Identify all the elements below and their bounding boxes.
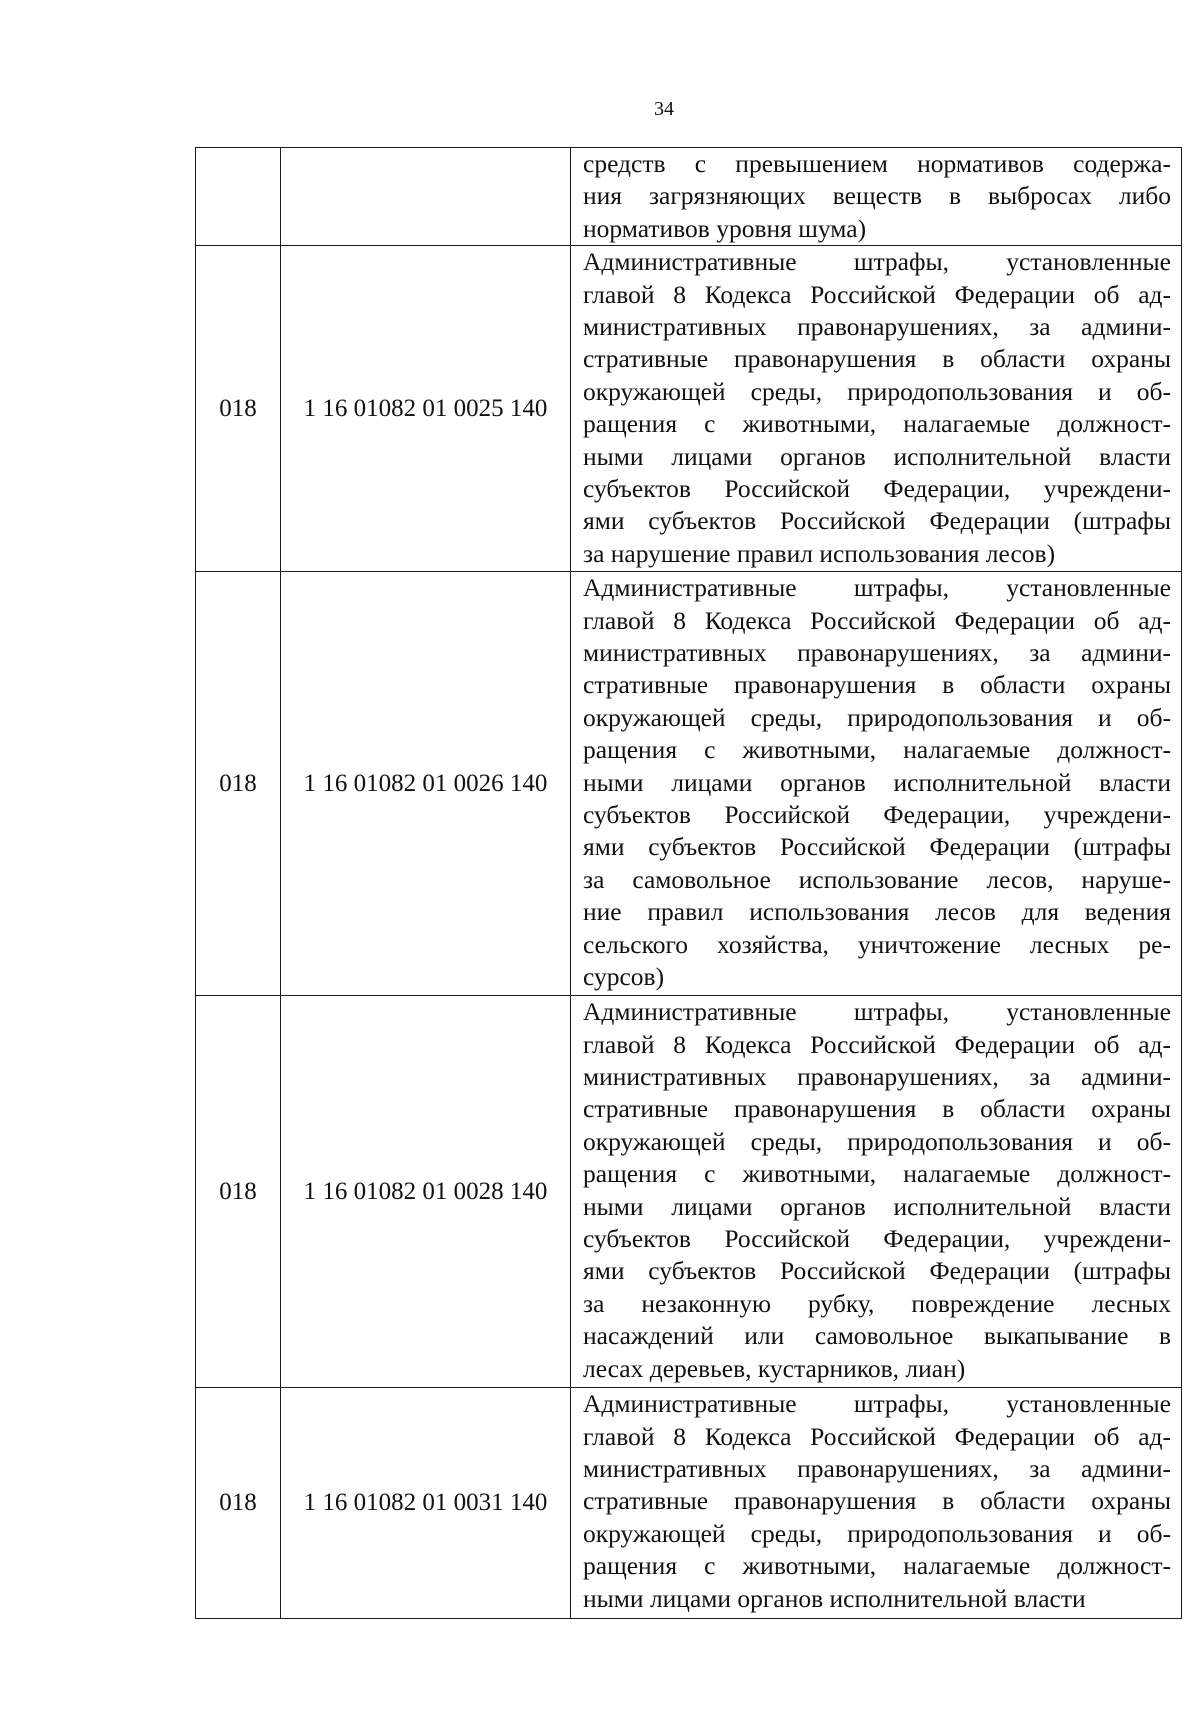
kbk-code-cell: 1 16 01082 01 0026 140: [281, 572, 571, 996]
table-row: [196, 246, 1182, 572]
admin-code-cell: 018: [196, 996, 281, 1388]
description-line: сельского хозяйства, уничтожение лесных ре-: [583, 929, 1171, 959]
kbk-code-cell: 1 16 01082 01 0028 140: [281, 996, 571, 1388]
description-line: окружающей среды, природопользования и об-: [583, 1518, 1171, 1548]
description-line: средств с превышением нормативов содержа-: [583, 149, 1171, 178]
admin-code-cell: 018: [196, 572, 281, 996]
kbk-code-cell: [281, 148, 571, 246]
budget-classification-table: [195, 147, 1182, 1619]
admin-code-cell: 018: [196, 246, 281, 572]
description-line: министративных правонарушениях, за админи-: [583, 1062, 1171, 1092]
description-line: ными лицами органов исполнительной власти: [583, 441, 1171, 471]
description-line: окружающей среды, природопользования и об-: [583, 1126, 1171, 1156]
description-cell: [571, 572, 1182, 996]
admin-code-cell: [196, 148, 281, 246]
description-line: насаждений или самовольное выкапывание в: [583, 1321, 1171, 1351]
description-line: стративные правонарушения в области охраны: [583, 1094, 1171, 1124]
table-body: [196, 148, 1182, 1619]
description-line: ями субъектов Российской Федерации (штрафы: [583, 506, 1171, 536]
description-line: Административные штрафы, установленные: [583, 247, 1171, 277]
description-line: главой 8 Кодекса Российской Федерации об ад-: [583, 605, 1171, 635]
description-line: ными лицами органов исполнительной власти: [583, 1191, 1171, 1221]
description-line: субъектов Российской Федерации, учреждени-: [583, 474, 1171, 504]
table-row: [196, 1388, 1182, 1619]
description-line: сурсов): [583, 962, 665, 992]
description-line: ращения с животными, налагаемые должност-: [583, 735, 1171, 765]
description-line: ращения с животными, налагаемые должност-: [583, 1551, 1171, 1581]
description-line: окружающей среды, природопользования и об-: [583, 376, 1171, 406]
description-line: ными лицами органов исполнительной власти: [583, 767, 1171, 797]
description-line: министративных правонарушениях, за админи-: [583, 638, 1171, 668]
description-line: нормативов уровня шума): [583, 213, 867, 243]
description-line: за самовольное использование лесов, наруше-: [583, 864, 1171, 894]
description-line: ния загрязняющих веществ в выбросах либо: [583, 181, 1171, 211]
description-line: окружающей среды, природопользования и об-: [583, 702, 1171, 732]
description-line: за нарушение правил использования лесов): [583, 538, 1056, 568]
description-line: стративные правонарушения в области охраны: [583, 1486, 1171, 1516]
description-line: за незаконную рубку, повреждение лесных: [583, 1288, 1171, 1318]
description-line: главой 8 Кодекса Российской Федерации об ад-: [583, 279, 1171, 309]
kbk-code-cell: 1 16 01082 01 0031 140: [281, 1388, 571, 1619]
description-cell: [571, 996, 1182, 1388]
description-line: ями субъектов Российской Федерации (штрафы: [583, 832, 1171, 862]
admin-code-cell: 018: [196, 1388, 281, 1619]
description-cell: [571, 246, 1182, 572]
description-line: главой 8 Кодекса Российской Федерации об ад-: [583, 1029, 1171, 1059]
description-line: министративных правонарушениях, за админи-: [583, 312, 1171, 342]
description-line: ными лицами органов исполнительной власти: [583, 1583, 1086, 1613]
description-line: главой 8 Кодекса Российской Федерации об ад-: [583, 1421, 1171, 1451]
description-line: стративные правонарушения в области охраны: [583, 670, 1171, 700]
description-line: субъектов Российской Федерации, учреждени-: [583, 1224, 1171, 1254]
table-row: [196, 148, 1182, 246]
page-number: 34: [654, 98, 674, 120]
description-line: Административные штрафы, установленные: [583, 1389, 1171, 1419]
description-line: Административные штрафы, установленные: [583, 573, 1171, 603]
description-line: ращения с животными, налагаемые должност-: [583, 409, 1171, 439]
description-line: субъектов Российской Федерации, учреждени-: [583, 800, 1171, 830]
description-cell: [571, 148, 1182, 246]
description-line: лесах деревьев, кустарников, лиан): [583, 1353, 966, 1383]
table-row: [196, 996, 1182, 1388]
description-line: Административные штрафы, установленные: [583, 997, 1171, 1027]
description-cell: [571, 1388, 1182, 1619]
table-row: [196, 572, 1182, 996]
description-line: стративные правонарушения в области охраны: [583, 344, 1171, 374]
description-line: ние правил использования лесов для ведения: [583, 897, 1171, 927]
description-line: ями субъектов Российской Федерации (штрафы: [583, 1256, 1171, 1286]
description-line: министративных правонарушениях, за админи-: [583, 1454, 1171, 1484]
kbk-code-cell: 1 16 01082 01 0025 140: [281, 246, 571, 572]
description-line: ращения с животными, налагаемые должност-: [583, 1159, 1171, 1189]
